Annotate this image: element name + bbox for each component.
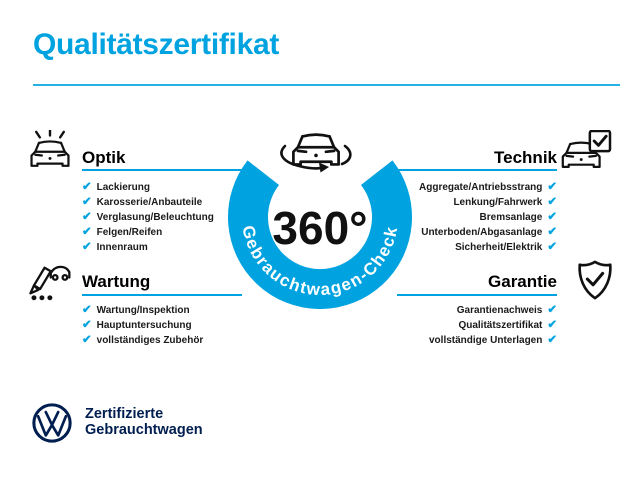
section-title-garantie: Garantie <box>488 272 557 291</box>
optik-underline <box>82 169 242 171</box>
list-item <box>82 195 214 210</box>
list-item-label: Bremsanlage <box>479 212 543 223</box>
car-shine-icon <box>26 130 74 178</box>
list-item <box>419 240 557 255</box>
garantie-checklist <box>429 303 557 348</box>
list-item <box>419 210 557 225</box>
list-item <box>82 210 214 225</box>
rotating-car-icon <box>281 135 350 173</box>
section-title-optik: Optik <box>82 148 126 167</box>
service-record-icon <box>26 258 72 304</box>
check-icon: ✔ <box>82 225 92 238</box>
list-item <box>429 333 557 348</box>
list-item <box>82 180 214 195</box>
list-item-label: Garantienachweis <box>456 305 543 316</box>
list-item-label: Qualitätszertifikat <box>458 320 543 331</box>
list-item-label: Lackierung <box>96 182 150 193</box>
check-icon: ✔ <box>547 318 557 331</box>
garantie-underline <box>397 294 557 296</box>
check-icon: ✔ <box>547 333 557 346</box>
check-icon: ✔ <box>82 318 92 331</box>
check-icon: ✔ <box>547 195 557 208</box>
title-divider <box>33 84 620 86</box>
list-item <box>82 240 214 255</box>
check-icon: ✔ <box>82 180 92 193</box>
list-item <box>82 318 203 333</box>
list-item <box>82 303 203 318</box>
section-title-technik: Technik <box>494 148 557 167</box>
check-icon: ✔ <box>547 240 557 253</box>
check-icon: ✔ <box>82 210 92 223</box>
check-icon: ✔ <box>82 240 92 253</box>
list-item-label: Sicherheit/Elektrik <box>455 242 543 253</box>
list-item <box>82 333 203 348</box>
shield-check-icon <box>574 259 616 303</box>
list-item <box>429 303 557 318</box>
technik-checklist <box>419 180 557 255</box>
list-item-label: vollständiges Zubehör <box>96 335 204 346</box>
ring-label: Gebrauchtwagen-Check <box>238 223 402 300</box>
list-item-label: Unterboden/Abgasanlage <box>421 227 543 238</box>
list-item-label: Lenkung/Fahrwerk <box>453 197 543 208</box>
list-item-label: Wartung/Inspektion <box>96 305 190 316</box>
brand-line-2: Gebrauchtwagen <box>85 422 203 438</box>
list-item <box>419 225 557 240</box>
check-icon: ✔ <box>82 333 92 346</box>
degree-label: 360° <box>272 202 368 255</box>
list-item-label: vollständige Unterlagen <box>429 335 543 346</box>
wartung-underline <box>82 294 242 296</box>
technik-underline <box>397 169 557 171</box>
list-item-label: Verglasung/Beleuchtung <box>96 212 214 223</box>
list-item-label: Innenraum <box>96 242 148 253</box>
list-item <box>82 225 214 240</box>
list-item-label: Hauptuntersuchung <box>96 320 192 331</box>
list-item <box>419 195 557 210</box>
vw-logo <box>31 402 73 444</box>
section-title-wartung: Wartung <box>82 272 151 291</box>
brand-line-1: Zertifizierte <box>85 406 164 422</box>
page-title: Qualitätszertifikat <box>33 28 280 61</box>
brand-lockup <box>85 406 203 438</box>
list-item-label: Karosserie/Anbauteile <box>96 197 203 208</box>
list-item <box>429 318 557 333</box>
check-icon: ✔ <box>547 180 557 193</box>
check-icon: ✔ <box>82 195 92 208</box>
optik-checklist <box>82 180 214 255</box>
wartung-checklist <box>82 303 203 348</box>
check-icon: ✔ <box>82 303 92 316</box>
list-item-label: Felgen/Reifen <box>96 227 163 238</box>
list-item <box>419 180 557 195</box>
360-check-ring <box>225 128 415 324</box>
list-item-label: Aggregate/Antriebsstrang <box>419 182 543 193</box>
check-icon: ✔ <box>547 225 557 238</box>
car-checkbox-icon <box>559 130 613 178</box>
check-icon: ✔ <box>547 210 557 223</box>
check-icon: ✔ <box>547 303 557 316</box>
